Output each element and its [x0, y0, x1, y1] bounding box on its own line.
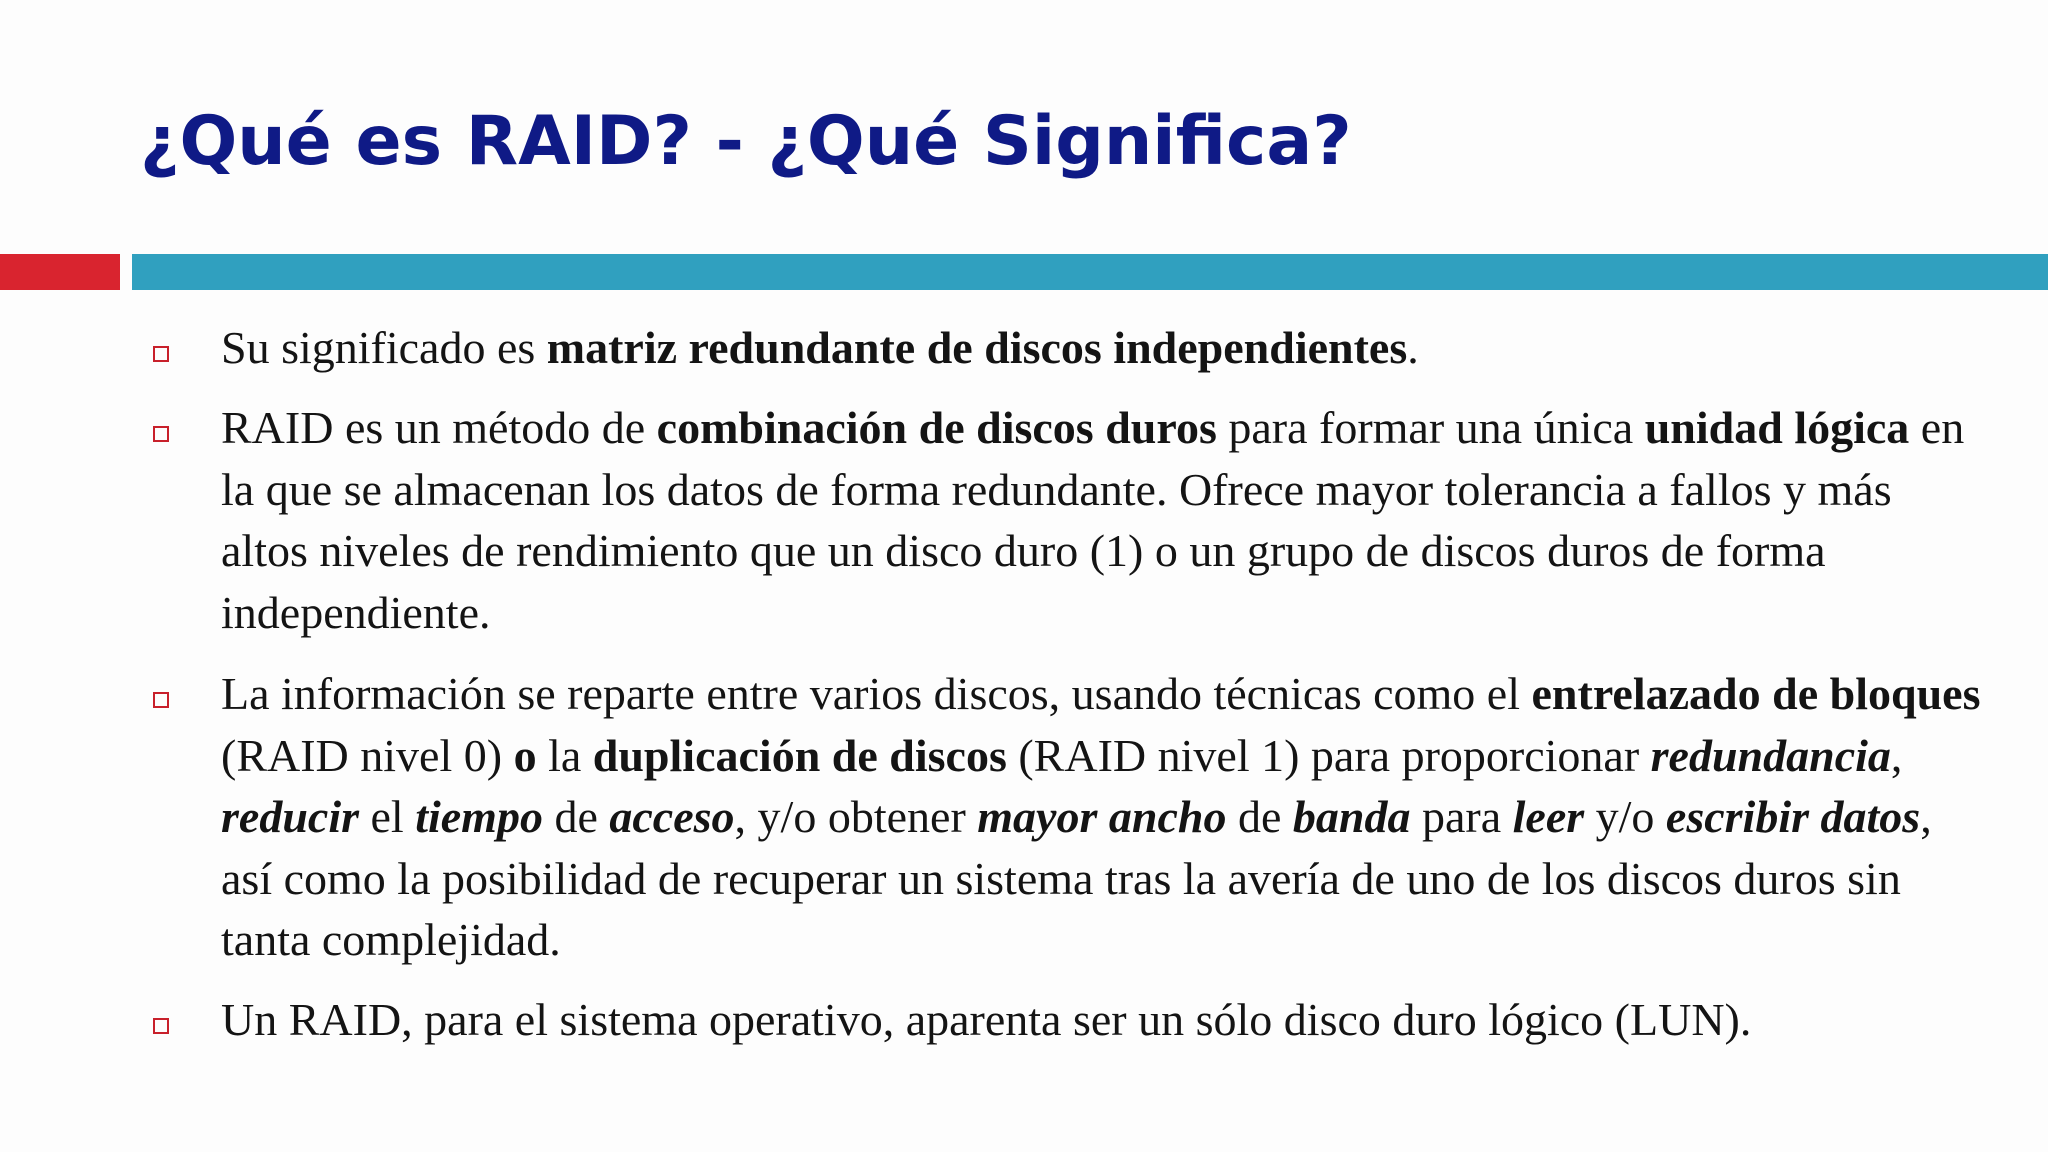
bullet-text: [221, 317, 1981, 379]
slide-title: ¿Qué es RAID? - ¿Qué Significa?: [140, 102, 1352, 181]
text-run: de: [542, 791, 610, 842]
text-run: de: [1226, 791, 1293, 842]
text-run: RAID es un método de: [221, 402, 657, 453]
bullet-text: [221, 989, 1981, 1051]
text-run: ,: [1890, 729, 1903, 781]
text-run: .: [1407, 322, 1419, 373]
text-run: Un RAID, para el sistema operativo, aparenta ser un sólo disco duro lógico (LUN).: [221, 994, 1752, 1045]
text-run: , y/o obtener: [734, 791, 978, 842]
text-run: (RAID nivel 0): [221, 729, 514, 781]
bold-italic-text-run: reducir: [221, 791, 359, 842]
bold-italic-text-run: tiempo: [415, 791, 543, 842]
text-run: el: [359, 791, 416, 842]
bold-text-run: unidad lógica: [1644, 402, 1910, 453]
text-run: , así como la posibilidad de recuperar un sistema tras la avería de uno de los discos duros sin tanta complejidad.: [221, 791, 1932, 965]
bullet-text: [221, 397, 1981, 643]
text-run: en la que se almacenan los datos de forma redundante. Ofrece mayor tolerancia a fallos y más altos niveles de rendimiento que un disco duro (1) o un grupo de discos duros de forma independiente.: [221, 402, 1965, 638]
bold-text-run: combinación de discos duros: [656, 402, 1217, 453]
text-run: La información se reparte entre varios discos, usando técnicas como el: [221, 668, 1532, 719]
bold-italic-text-run: leer: [1512, 791, 1585, 842]
accent-bar-red: [0, 254, 120, 290]
bold-italic-text-run: mayor ancho: [977, 791, 1227, 842]
text-run: y/o: [1584, 791, 1666, 842]
accent-bar-teal: [132, 254, 2048, 290]
bold-text-run: duplicación de discos: [592, 729, 1007, 781]
bullet-text: [221, 663, 1981, 971]
bold-italic-text-run: escribir datos: [1665, 791, 1921, 842]
text-run: Su significado es: [221, 322, 547, 373]
bold-text-run: o: [513, 729, 537, 781]
hollow-square-icon: [153, 346, 169, 362]
text-run: para: [1410, 791, 1513, 842]
hollow-square-icon: [153, 692, 169, 708]
text-run: la: [536, 729, 593, 781]
hollow-square-icon: [153, 426, 169, 442]
bold-italic-text-run: banda: [1292, 791, 1411, 842]
bold-text-run: entrelazado de bloques: [1531, 668, 1981, 719]
bold-italic-text-run: acceso: [609, 791, 735, 842]
text-run: para formar una única: [1216, 402, 1645, 453]
bold-italic-text-run: redundancia: [1650, 729, 1891, 781]
bold-text-run: matriz redundante de discos independientes: [546, 322, 1408, 373]
hollow-square-icon: [153, 1018, 169, 1034]
text-run: (RAID nivel 1) para proporcionar: [1006, 729, 1651, 781]
